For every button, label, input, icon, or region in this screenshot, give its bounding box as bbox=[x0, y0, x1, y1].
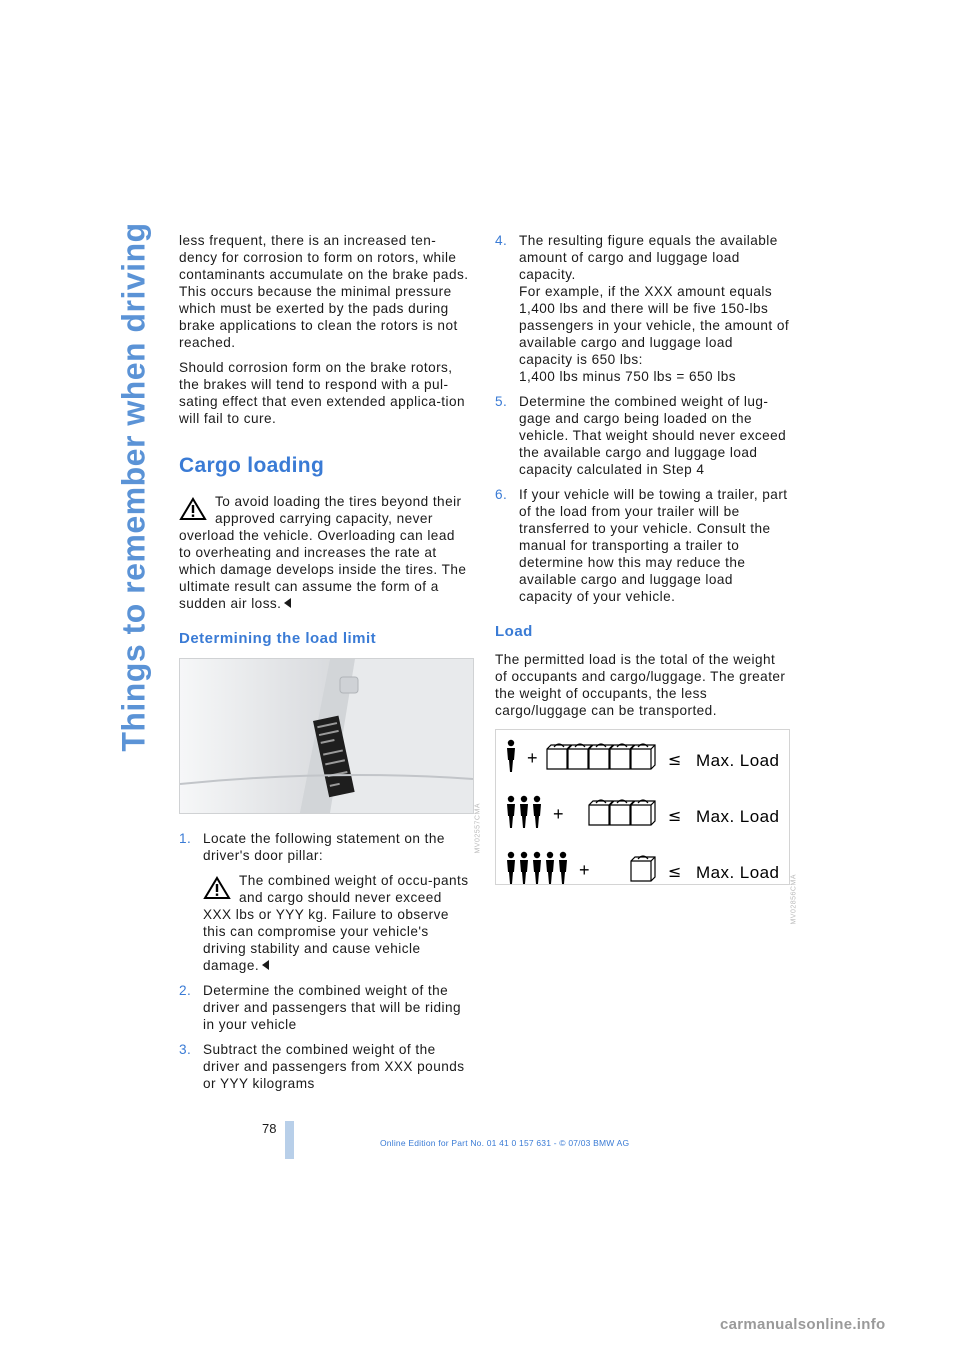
step-number: 4. bbox=[495, 233, 508, 248]
section-title-cargo-loading: Cargo loading bbox=[179, 454, 325, 477]
intro-paragraph-1: less frequent, there is an increased ten-dency for corrosion to form on rotors, while contaminants accumulate on the brake pads. This occurs because the minimal pressure which must be exerted by the pads during brake applications to clean the rotors is not reached. bbox=[179, 233, 469, 350]
step-number: 2. bbox=[179, 983, 192, 998]
step-text: Determine the combined weight of the driver and passengers that will be riding in your vehicle bbox=[203, 983, 461, 1032]
footer-edition: Online Edition for Part No. 01 41 0 157 631 - © 07/03 BMW AG bbox=[380, 1138, 630, 1148]
step-4 bbox=[495, 232, 790, 385]
door-pillar-illustration bbox=[180, 659, 473, 813]
person-icon bbox=[546, 852, 554, 884]
plus-sign: + bbox=[527, 748, 538, 768]
load-paragraph: The permitted load is the total of the weight of occupants and cargo/luggage. The greater the weight of occupants, the less cargo/luggage can be transported. bbox=[495, 652, 786, 718]
max-load-label: Max. Load bbox=[696, 751, 780, 770]
person-icon bbox=[507, 796, 515, 828]
subsection-title-load: Load bbox=[495, 623, 533, 640]
load-row bbox=[507, 796, 779, 828]
step-2 bbox=[179, 982, 471, 1033]
photo-code: MV02557CMA bbox=[475, 803, 482, 854]
max-load-label: Max. Load bbox=[696, 807, 780, 826]
suitcase-icon bbox=[631, 800, 655, 825]
suitcase-icon bbox=[631, 856, 655, 881]
load-diagram bbox=[495, 729, 798, 925]
plus-sign: + bbox=[553, 804, 564, 824]
step-text: Subtract the combined weight of the driver and passengers from XXX pounds or YYY kilograms bbox=[203, 1042, 465, 1091]
person-icon bbox=[520, 796, 528, 828]
warning-icon bbox=[203, 876, 231, 900]
intro-paragraph-2: Should corrosion form on the brake rotors, the brakes will tend to respond with a pul-sating effect that even extended applica-tion will fail to cure. bbox=[179, 360, 466, 426]
less-or-equal-sign: ≤ bbox=[668, 806, 682, 825]
step-5 bbox=[495, 393, 790, 478]
person-icon bbox=[533, 796, 541, 828]
cargo-warning bbox=[179, 493, 471, 612]
chapter-title-vertical bbox=[113, 222, 155, 752]
load-row bbox=[507, 740, 779, 772]
person-icon bbox=[507, 852, 515, 884]
page-marker-bar bbox=[285, 1121, 294, 1159]
left-column bbox=[179, 232, 482, 1100]
step-3 bbox=[179, 1041, 471, 1092]
end-mark-icon bbox=[284, 598, 291, 608]
statement-text: The combined weight of occu-pants and cargo should never exceed XXX lbs or YYY kg. Failure to observe this can compromise your vehicle's driving stability and cause vehicle damage. bbox=[203, 873, 469, 973]
load-row bbox=[507, 852, 779, 884]
diagram-code: MV02856CMA bbox=[791, 874, 798, 925]
warning-icon bbox=[179, 497, 207, 521]
step-6 bbox=[495, 486, 790, 605]
plus-sign: + bbox=[579, 860, 590, 880]
step-text: The resulting figure equals the available amount of cargo and luggage load capacity. bbox=[519, 233, 778, 282]
less-or-equal-sign: ≤ bbox=[668, 862, 682, 881]
end-mark-icon bbox=[262, 960, 269, 970]
person-icon bbox=[533, 852, 541, 884]
right-column bbox=[495, 232, 798, 925]
page-number: 78 bbox=[262, 1121, 277, 1136]
step-1 bbox=[179, 830, 471, 974]
steps-list-part2 bbox=[495, 232, 790, 605]
steps-list-part1 bbox=[179, 830, 471, 1092]
chapter-title-text: Things to remember when driving bbox=[115, 222, 152, 752]
load-diagram-graphic bbox=[496, 730, 789, 884]
step-number: 1. bbox=[179, 831, 192, 846]
cargo-warning-text: To avoid loading the tires beyond their approved carrying capacity, never overload the vehicle. Overloading can lead to overheating and increases the rate at which damage develops inside the tires. The ultimate result can assume the form of a sudden air loss. bbox=[179, 494, 467, 611]
step-text: Determine the combined weight of lug-gage and cargo being loaded on the vehicle. That weight should never exceed the available cargo and luggage load capacity calculated in Step 4 bbox=[519, 394, 787, 477]
step-example: For example, if the XXX amount equals 1,400 lbs and there will be five 150-lbs passengers in your vehicle, the amount of available cargo and luggage load capacity is 650 lbs: bbox=[519, 284, 790, 367]
person-icon bbox=[559, 852, 567, 884]
step-text: Locate the following statement on the driver's door pillar: bbox=[203, 831, 445, 863]
step-number: 3. bbox=[179, 1042, 192, 1057]
step-calculation: 1,400 lbs minus 750 lbs = 650 lbs bbox=[519, 369, 736, 384]
step-text: If your vehicle will be towing a trailer, part of the load from your trailer will be transferred to your vehicle. Consult the manual for transporting a trailer to determine how this may reduce the available cargo and luggage load capacity of your vehicle. bbox=[519, 487, 788, 604]
person-icon bbox=[507, 740, 515, 772]
suitcase-icon bbox=[631, 744, 655, 769]
subsection-title-load-limit: Determining the load limit bbox=[179, 630, 377, 647]
less-or-equal-sign: ≤ bbox=[668, 750, 682, 769]
person-icon bbox=[520, 852, 528, 884]
watermark: carmanualsonline.info bbox=[720, 1316, 886, 1333]
door-pillar-statement bbox=[203, 872, 471, 974]
step-number: 5. bbox=[495, 394, 508, 409]
step-number: 6. bbox=[495, 487, 508, 502]
max-load-label: Max. Load bbox=[696, 863, 780, 882]
